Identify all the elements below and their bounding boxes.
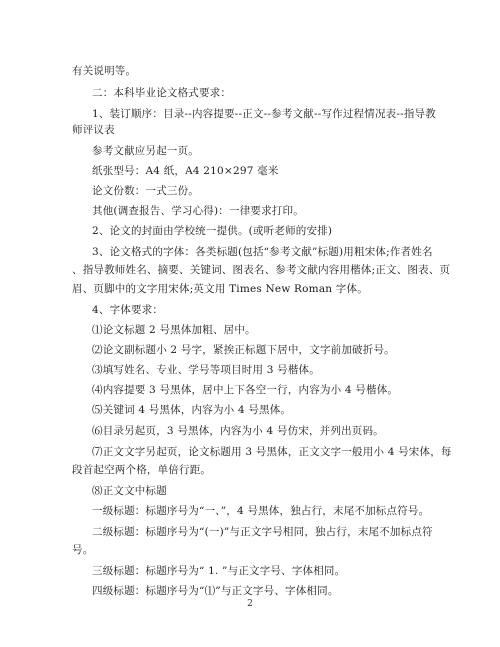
paragraph-line: 论文份数：一式三份。	[92, 185, 199, 197]
list-item: 段首起空两个格，单倍行距。	[72, 464, 212, 476]
list-item: ⑺正文文字另起页，论文标题用 3 号黑体，正文文字一般用小 4 号宋体，每	[92, 446, 452, 458]
list-item: ⑸关键词 4 号黑体，内容为小 4 号黑体。	[92, 404, 292, 416]
paragraph-line: 4、字体要求：	[92, 304, 164, 316]
paragraph-line: 三级标题：标题序号为“ 1. ”与正文字号、字体相同。	[92, 565, 346, 577]
paragraph-line: 2、论文的封面由学校统一提供。(或听老师的安排)	[92, 225, 333, 237]
list-item: ⑴论文标题 2 号黑体加粗、居中。	[92, 324, 256, 336]
paragraph-line: 二级标题：标题序号为“(一)”与正文字号相同，独占行，末尾不加标点符	[92, 526, 433, 538]
paragraph-line: 有关说明等。	[72, 65, 137, 77]
paragraph-line: 四级标题：标题序号为“⑴”与正文字号、字体相同。	[92, 585, 339, 597]
list-item: ⑶填写姓名、专业、学号等项目时用 3 号楷体。	[92, 364, 320, 376]
paragraph-line: 3、论文格式的字体：各类标题(包括“参考文献”标题)用粗宋体;作者姓名	[92, 246, 433, 258]
paragraph-line: 其他(调查报告、学习心得)：一律要求打印。	[92, 205, 304, 217]
page-number: 2	[247, 599, 253, 609]
paragraph-line: 眉、页脚中的文字用宋体;英文用 Times New Roman 字体。	[72, 283, 368, 295]
paragraph-line: 师评议表	[72, 124, 115, 136]
paragraph-line: 1、装订顺序：目录--内容提要--正文--参考文献--写作过程情况表--指导教	[92, 108, 436, 120]
paragraph-line: 一级标题：标题序号为“一、”，4 号黑体，独占行，末尾不加标点符号。	[92, 505, 430, 517]
paragraph-line: 纸张型号：A4 纸，A4 210×297 毫米	[92, 165, 279, 177]
list-item: ⑷内容提要 3 号黑体，居中上下各空一行，内容为小 4 号楷体。	[92, 384, 399, 396]
paragraph-line: 参考文献应另起一页。	[92, 145, 199, 157]
list-item: ⑻正文文中标题	[92, 485, 167, 497]
section-heading: 二：本科毕业论文格式要求：	[92, 87, 232, 99]
list-item: ⑵论文副标题小 2 号字，紧挨正标题下居中，文字前加破折号。	[92, 344, 395, 356]
list-item: ⑹目录另起页，3 号黑体，内容为小 4 号仿宋，并列出页码。	[92, 425, 384, 437]
paragraph-line: 、指导教师姓名、摘要、关键词、图表名、参考文献内容用楷体;正文、图表、页	[72, 264, 451, 276]
paragraph-line: 号。	[72, 544, 94, 556]
